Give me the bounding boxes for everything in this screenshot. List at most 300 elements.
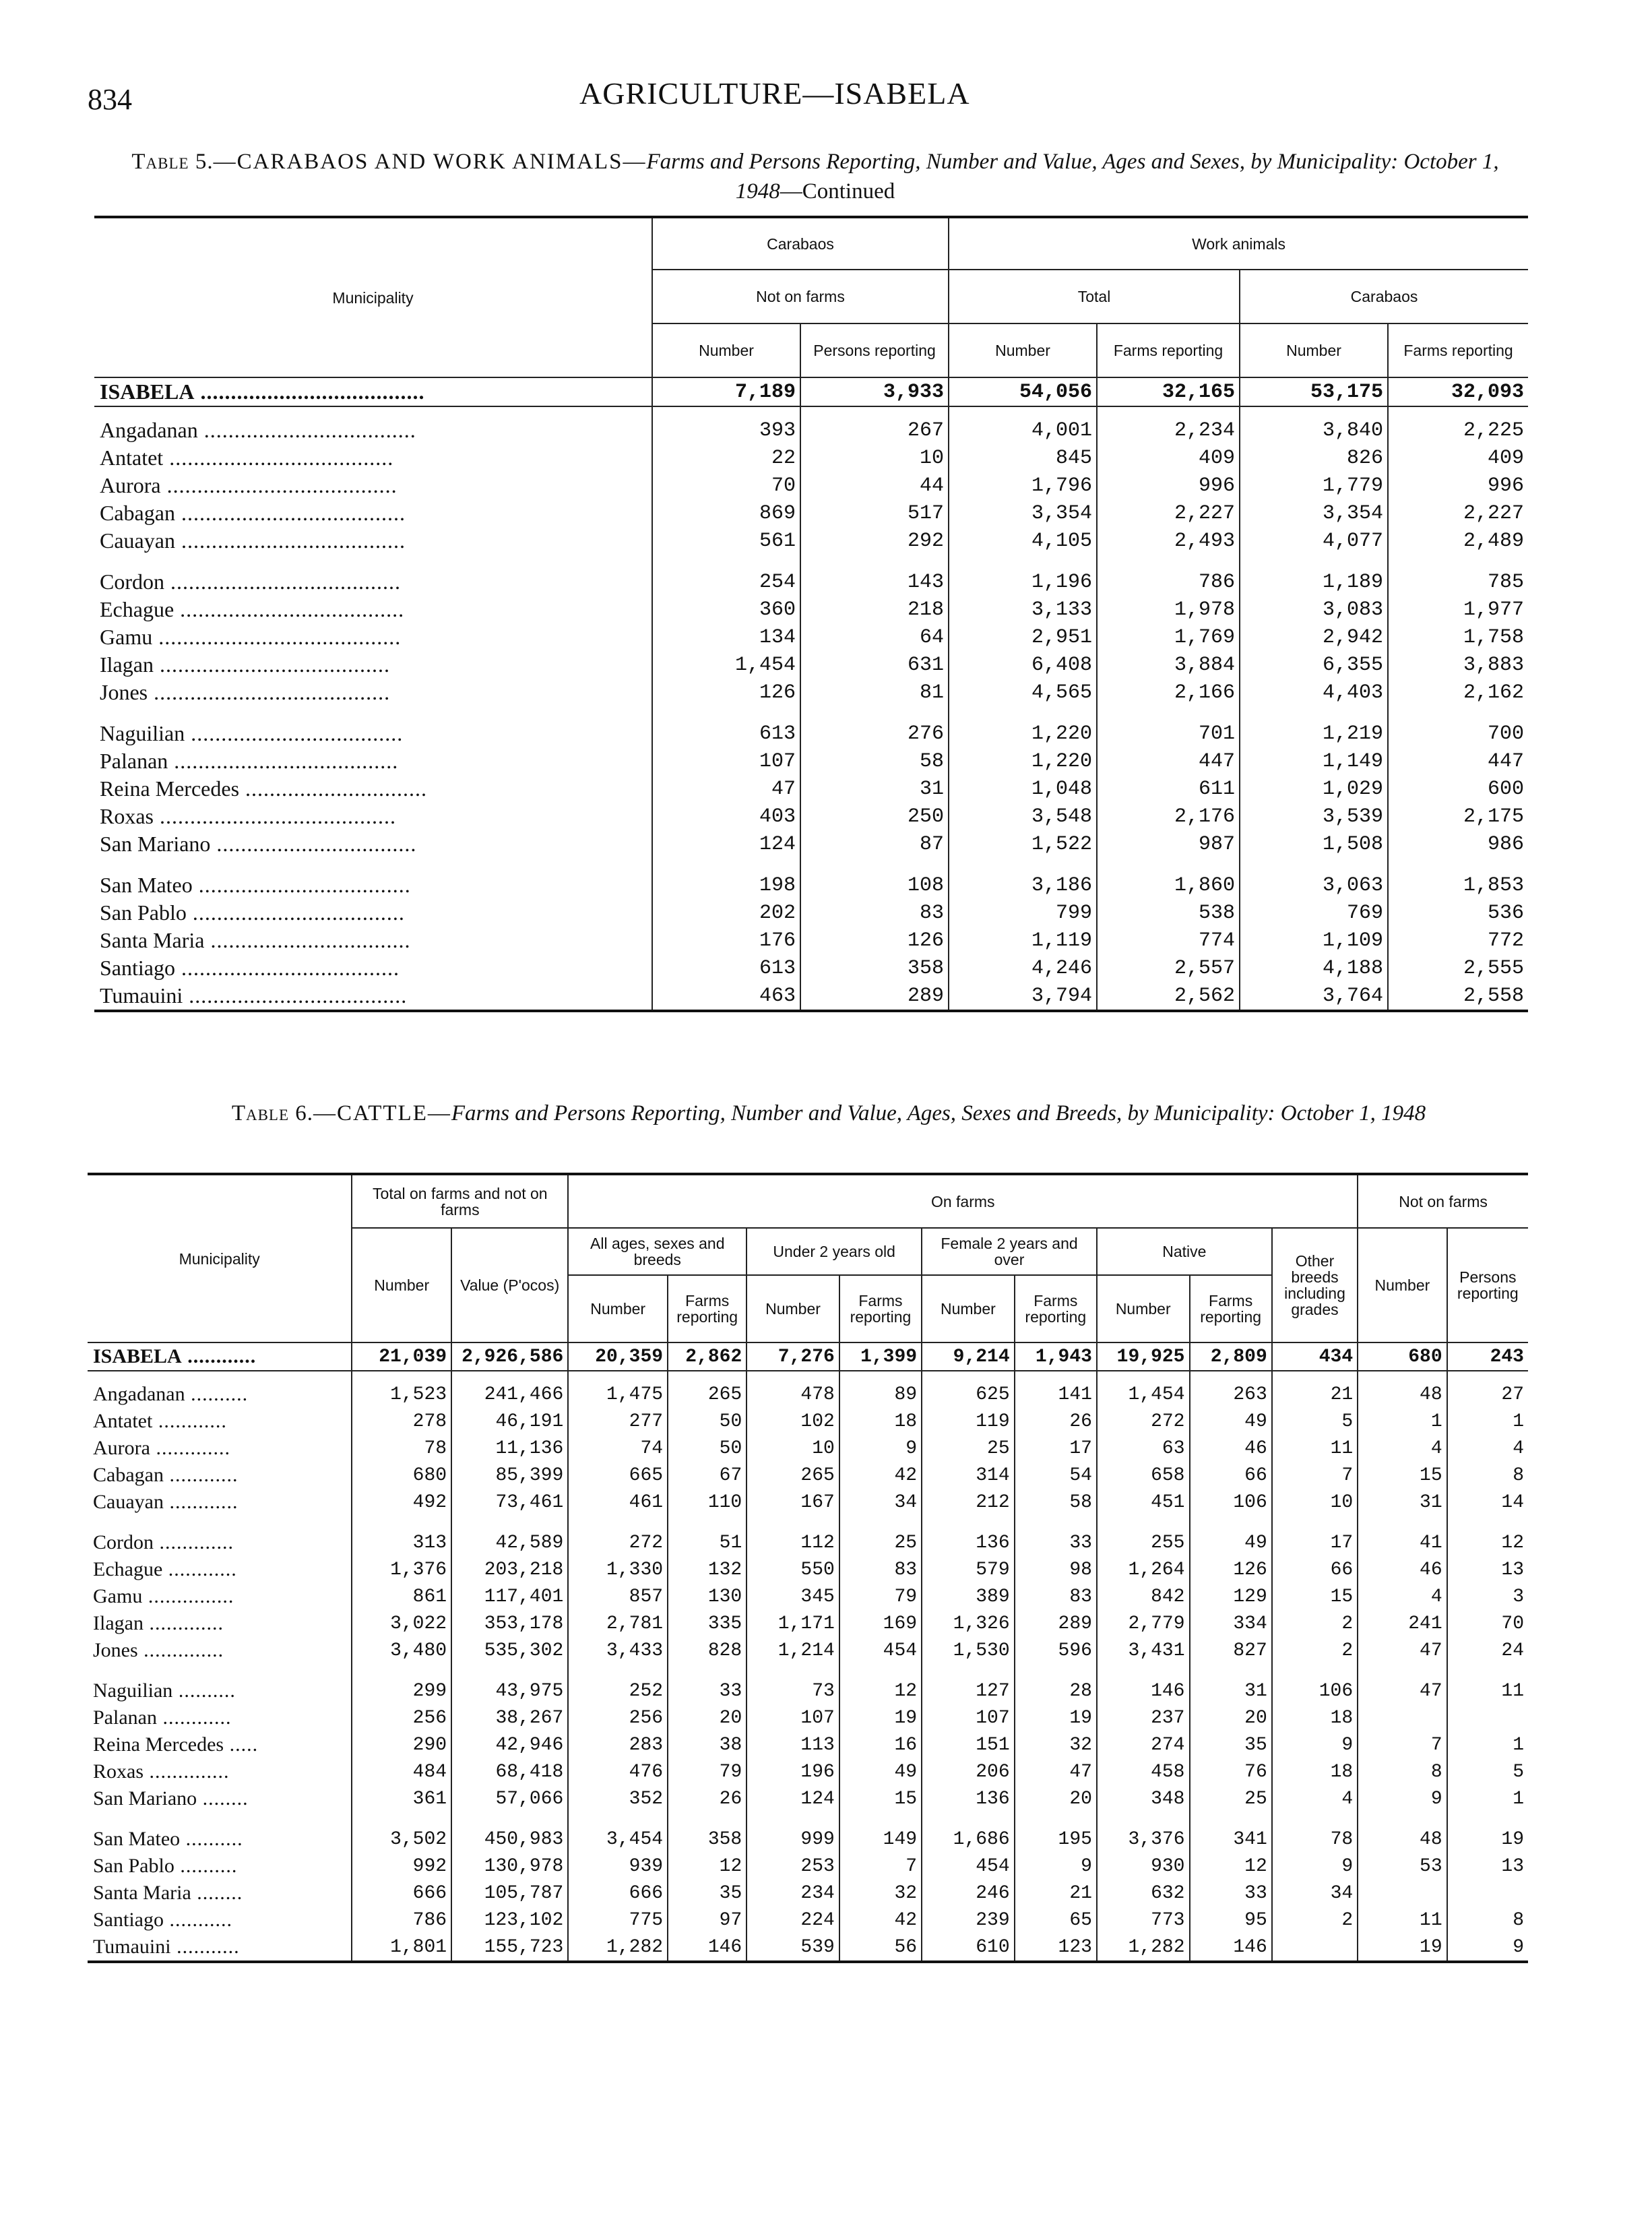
value-cell: 68,418 bbox=[451, 1758, 568, 1785]
value-cell: 476 bbox=[568, 1758, 668, 1785]
value-cell: 680 bbox=[1358, 1342, 1447, 1371]
value-cell: 2,175 bbox=[1463, 805, 1525, 828]
table5-title: —CARABAOS AND WORK ANIMALS— bbox=[213, 150, 647, 174]
value-cell: 478 bbox=[746, 1371, 839, 1408]
value-cell: 9 bbox=[1272, 1853, 1358, 1880]
leader-dots: .............. bbox=[144, 1760, 230, 1783]
value-cell: 12 bbox=[668, 1853, 746, 1880]
table-row bbox=[94, 596, 1528, 623]
t6-header-number: Number bbox=[1358, 1228, 1447, 1342]
value-cell: 1,943 bbox=[1015, 1342, 1097, 1371]
value-cell: 1,171 bbox=[746, 1610, 839, 1637]
value-cell: 1,508 bbox=[1240, 830, 1388, 858]
t6-header-number: Number bbox=[746, 1275, 839, 1342]
municipality-name: Cordon bbox=[100, 569, 164, 594]
value-cell: 4 bbox=[1513, 1438, 1524, 1459]
municipality-cell bbox=[94, 858, 652, 899]
value-cell: 15 bbox=[1272, 1583, 1358, 1610]
municipality-cell bbox=[88, 1785, 352, 1812]
leader-dots: .................................... bbox=[174, 956, 400, 980]
value-cell: 348 bbox=[1097, 1785, 1190, 1812]
municipality-name: Naguilian bbox=[93, 1679, 173, 1702]
leader-dots: ........... bbox=[170, 1936, 240, 1958]
municipality-name: Echague bbox=[93, 1558, 163, 1580]
t6-header-native: Native bbox=[1097, 1228, 1272, 1275]
municipality-cell bbox=[94, 472, 652, 499]
value-cell: 81 bbox=[800, 679, 949, 706]
value-cell: 9 bbox=[1015, 1853, 1097, 1880]
municipality-cell bbox=[88, 1610, 352, 1637]
value-cell: 237 bbox=[1097, 1704, 1190, 1731]
leader-dots: ....................................... bbox=[148, 680, 391, 704]
municipality-name: ISABELA bbox=[100, 379, 195, 404]
value-cell: 89 bbox=[839, 1371, 922, 1408]
value-cell: 105,787 bbox=[451, 1880, 568, 1907]
value-cell: 6,355 bbox=[1240, 651, 1388, 679]
value-cell: 26 bbox=[668, 1785, 746, 1812]
value-cell: 596 bbox=[1015, 1637, 1097, 1664]
municipality-cell bbox=[94, 499, 652, 527]
value-cell: 3,376 bbox=[1097, 1812, 1190, 1853]
value-cell: 146 bbox=[1097, 1664, 1190, 1704]
table-row bbox=[94, 623, 1528, 651]
value-cell: 3 bbox=[1513, 1586, 1524, 1607]
table5-subtitle: Farms and Persons Reporting, Number and Value, Ages and Sexes, by Municipality: October 1, 1948 bbox=[646, 150, 1499, 204]
value-cell: 18 bbox=[1272, 1704, 1358, 1731]
municipality-cell bbox=[94, 927, 652, 954]
value-cell: 34 bbox=[839, 1489, 922, 1516]
value-cell: 353,178 bbox=[451, 1610, 568, 1637]
value-cell bbox=[1358, 1704, 1447, 1731]
value-cell: 4 bbox=[1358, 1435, 1447, 1462]
municipality-name: Antatet bbox=[93, 1410, 153, 1432]
value-cell: 1,454 bbox=[652, 651, 800, 679]
municipality-cell bbox=[88, 1408, 352, 1435]
value-cell: 102 bbox=[746, 1408, 839, 1435]
value-cell: 78 bbox=[352, 1435, 451, 1462]
value-cell: 3,354 bbox=[1240, 499, 1388, 527]
value-cell: 83 bbox=[800, 899, 949, 927]
municipality-cell bbox=[94, 706, 652, 747]
municipality-name: Reina Mercedes bbox=[100, 776, 240, 801]
municipality-cell bbox=[94, 679, 652, 706]
value-cell: 212 bbox=[922, 1489, 1015, 1516]
municipality-cell bbox=[94, 747, 652, 775]
value-cell: 33 bbox=[1190, 1880, 1272, 1907]
municipality-name: Tumauini bbox=[100, 983, 183, 1008]
municipality-name: Santa Maria bbox=[93, 1882, 191, 1904]
value-cell: 1,219 bbox=[1240, 706, 1388, 747]
value-cell: 550 bbox=[746, 1556, 839, 1583]
value-cell: 2,227 bbox=[1463, 501, 1525, 525]
value-cell: 117,401 bbox=[451, 1583, 568, 1610]
value-cell: 358 bbox=[800, 954, 949, 982]
value-cell: 996 bbox=[1488, 474, 1525, 497]
value-cell: 299 bbox=[352, 1664, 451, 1704]
value-cell: 119 bbox=[922, 1408, 1015, 1435]
value-cell: 11,136 bbox=[451, 1435, 568, 1462]
t6-header-municipality: Municipality bbox=[88, 1174, 352, 1342]
value-cell: 1,264 bbox=[1097, 1556, 1190, 1583]
t6-header-farms-reporting: Farms reporting bbox=[1015, 1275, 1097, 1342]
municipality-cell bbox=[88, 1664, 352, 1704]
value-cell: 113 bbox=[746, 1731, 839, 1758]
table-row bbox=[88, 1934, 1528, 1962]
value-cell: 786 bbox=[1097, 555, 1240, 596]
table-row bbox=[94, 982, 1528, 1011]
value-cell: 234 bbox=[746, 1880, 839, 1907]
value-cell: 2,942 bbox=[1240, 623, 1388, 651]
table-row bbox=[88, 1664, 1528, 1704]
municipality-name: San Mateo bbox=[100, 873, 193, 897]
municipality-cell bbox=[88, 1704, 352, 1731]
table-row bbox=[88, 1516, 1528, 1556]
value-cell: 4,001 bbox=[949, 406, 1097, 444]
municipality-name: Cabagan bbox=[93, 1464, 164, 1486]
value-cell bbox=[1272, 1934, 1358, 1962]
value-cell: 107 bbox=[922, 1704, 1015, 1731]
value-cell: 19 bbox=[1358, 1934, 1447, 1962]
value-cell: 1,330 bbox=[568, 1556, 668, 1583]
value-cell: 4,077 bbox=[1240, 527, 1388, 555]
value-cell: 42,946 bbox=[451, 1731, 568, 1758]
value-cell: 600 bbox=[1488, 777, 1525, 801]
value-cell: 7,189 bbox=[652, 377, 800, 406]
value-cell: 2,558 bbox=[1463, 984, 1525, 1008]
municipality-name: San Mariano bbox=[100, 832, 211, 856]
leader-dots: ................................... bbox=[185, 721, 404, 745]
value-cell: 26 bbox=[1015, 1408, 1097, 1435]
value-cell: 8 bbox=[1513, 1909, 1524, 1931]
leader-dots: ................................. bbox=[204, 928, 411, 952]
value-cell: 3,883 bbox=[1463, 653, 1525, 677]
value-cell: 21 bbox=[1272, 1371, 1358, 1408]
leader-dots: ................................... bbox=[197, 418, 416, 442]
value-cell: 1,769 bbox=[1097, 623, 1240, 651]
value-cell: 15 bbox=[839, 1785, 922, 1812]
table-row bbox=[88, 1704, 1528, 1731]
value-cell: 76 bbox=[1190, 1758, 1272, 1785]
value-cell: 218 bbox=[800, 596, 949, 623]
leader-dots: ............. bbox=[154, 1531, 234, 1553]
value-cell: 992 bbox=[352, 1853, 451, 1880]
municipality-name: ISABELA bbox=[93, 1345, 182, 1367]
municipality-cell bbox=[88, 1435, 352, 1462]
value-cell: 74 bbox=[568, 1435, 668, 1462]
value-cell: 202 bbox=[652, 899, 800, 927]
value-cell: 136 bbox=[922, 1516, 1015, 1556]
value-cell: 149 bbox=[839, 1812, 922, 1853]
municipality-cell bbox=[94, 555, 652, 596]
value-cell: 611 bbox=[1097, 775, 1240, 803]
value-cell: 10 bbox=[1272, 1489, 1358, 1516]
table6-title: —CATTLE— bbox=[313, 1101, 451, 1125]
municipality-name: San Mateo bbox=[93, 1828, 181, 1850]
municipality-cell bbox=[88, 1758, 352, 1785]
leader-dots: ........ bbox=[191, 1882, 243, 1904]
municipality-cell bbox=[88, 1516, 352, 1556]
municipality-name: Cauayan bbox=[100, 528, 175, 553]
value-cell: 46 bbox=[1190, 1435, 1272, 1462]
table-row bbox=[94, 444, 1528, 472]
value-cell: 198 bbox=[652, 858, 800, 899]
value-cell: 1,399 bbox=[839, 1342, 922, 1371]
value-cell: 561 bbox=[652, 527, 800, 555]
value-cell: 774 bbox=[1097, 927, 1240, 954]
value-cell: 8 bbox=[1513, 1464, 1524, 1486]
value-cell: 126 bbox=[1190, 1556, 1272, 1583]
value-cell: 106 bbox=[1190, 1489, 1272, 1516]
value-cell: 361 bbox=[352, 1785, 451, 1812]
value-cell: 107 bbox=[746, 1704, 839, 1731]
value-cell: 786 bbox=[352, 1907, 451, 1934]
value-cell: 83 bbox=[1015, 1583, 1097, 1610]
value-cell: 3,133 bbox=[949, 596, 1097, 623]
value-cell: 20 bbox=[668, 1704, 746, 1731]
value-cell: 358 bbox=[668, 1812, 746, 1853]
value-cell: 141 bbox=[1015, 1371, 1097, 1408]
value-cell: 2,862 bbox=[668, 1342, 746, 1371]
value-cell: 334 bbox=[1190, 1610, 1272, 1637]
value-cell: 454 bbox=[922, 1853, 1015, 1880]
t6-header-farms-reporting: Farms reporting bbox=[1190, 1275, 1272, 1342]
value-cell: 13 bbox=[1501, 1855, 1524, 1877]
value-cell: 632 bbox=[1097, 1880, 1190, 1907]
municipality-name: Jones bbox=[93, 1639, 138, 1661]
value-cell: 393 bbox=[652, 406, 800, 444]
value-cell: 538 bbox=[1097, 899, 1240, 927]
value-cell: 70 bbox=[1501, 1613, 1524, 1634]
value-cell: 58 bbox=[1015, 1489, 1097, 1516]
value-cell: 50 bbox=[668, 1408, 746, 1435]
value-cell: 48 bbox=[1358, 1812, 1447, 1853]
municipality-cell bbox=[94, 775, 652, 803]
value-cell: 5 bbox=[1513, 1761, 1524, 1783]
value-cell: 134 bbox=[652, 623, 800, 651]
value-cell: 2,234 bbox=[1097, 406, 1240, 444]
t6-header-value: Value (P'ocos) bbox=[451, 1228, 568, 1342]
municipality-name: San Mariano bbox=[93, 1787, 197, 1810]
value-cell: 517 bbox=[800, 499, 949, 527]
value-cell: 35 bbox=[668, 1880, 746, 1907]
value-cell: 3,502 bbox=[352, 1812, 451, 1853]
municipality-name: Cauayan bbox=[93, 1491, 164, 1513]
value-cell: 1,119 bbox=[949, 927, 1097, 954]
value-cell: 31 bbox=[1190, 1664, 1272, 1704]
table-row bbox=[88, 1637, 1528, 1664]
leader-dots: ........ bbox=[197, 1787, 249, 1810]
value-cell: 79 bbox=[839, 1583, 922, 1610]
municipality-name: Aurora bbox=[100, 473, 161, 497]
value-cell: 2,225 bbox=[1463, 419, 1525, 442]
value-cell: 48 bbox=[1358, 1371, 1447, 1408]
value-cell: 1 bbox=[1513, 1734, 1524, 1756]
value-cell: 11 bbox=[1501, 1680, 1524, 1702]
value-cell: 195 bbox=[1015, 1812, 1097, 1853]
value-cell: 3,933 bbox=[800, 377, 949, 406]
value-cell: 1,048 bbox=[949, 775, 1097, 803]
value-cell: 827 bbox=[1190, 1637, 1272, 1664]
value-cell: 1,522 bbox=[949, 830, 1097, 858]
t6-header-all-ages: All ages, sexes and breeds bbox=[568, 1228, 746, 1275]
value-cell: 313 bbox=[352, 1516, 451, 1556]
value-cell: 2,781 bbox=[568, 1610, 668, 1637]
value-cell: 861 bbox=[352, 1583, 451, 1610]
value-cell: 1,326 bbox=[922, 1610, 1015, 1637]
t5-header-number: Number bbox=[949, 323, 1097, 377]
value-cell: 2 bbox=[1272, 1907, 1358, 1934]
value-cell: 9,214 bbox=[922, 1342, 1015, 1371]
municipality-name: Angadanan bbox=[100, 418, 198, 442]
value-cell: 1,523 bbox=[352, 1371, 451, 1408]
table-row bbox=[88, 1462, 1528, 1489]
value-cell: 239 bbox=[922, 1907, 1015, 1934]
value-cell: 3,884 bbox=[1097, 651, 1240, 679]
municipality-cell bbox=[94, 954, 652, 982]
leader-dots: ............ bbox=[152, 1410, 227, 1432]
value-cell: 143 bbox=[800, 555, 949, 596]
leader-dots: .............................. bbox=[239, 776, 428, 801]
value-cell: 1,282 bbox=[1097, 1934, 1190, 1962]
value-cell: 665 bbox=[568, 1462, 668, 1489]
table6-caption bbox=[222, 1099, 1435, 1128]
value-cell: 146 bbox=[668, 1934, 746, 1962]
t6-header-not-on-farms: Not on farms bbox=[1358, 1174, 1528, 1228]
value-cell: 1,978 bbox=[1097, 596, 1240, 623]
value-cell: 83 bbox=[839, 1556, 922, 1583]
total-row bbox=[94, 377, 1528, 406]
leader-dots: ............ bbox=[162, 1558, 237, 1580]
value-cell: 1,796 bbox=[949, 472, 1097, 499]
value-cell: 869 bbox=[652, 499, 800, 527]
value-cell: 22 bbox=[652, 444, 800, 472]
value-cell: 123,102 bbox=[451, 1907, 568, 1934]
value-cell: 151 bbox=[922, 1731, 1015, 1758]
value-cell: 123 bbox=[1015, 1934, 1097, 1962]
value-cell: 18 bbox=[1272, 1758, 1358, 1785]
value-cell: 463 bbox=[652, 982, 800, 1011]
table-row bbox=[94, 499, 1528, 527]
value-cell: 2,809 bbox=[1190, 1342, 1272, 1371]
table5-continued: —Continued bbox=[780, 179, 895, 204]
municipality-name: Cordon bbox=[93, 1531, 154, 1553]
value-cell: 85,399 bbox=[451, 1462, 568, 1489]
leader-dots: .............. bbox=[137, 1639, 224, 1661]
t5-header-carabaos: Carabaos bbox=[652, 217, 949, 270]
value-cell: 492 bbox=[352, 1489, 451, 1516]
leader-dots: .......... bbox=[180, 1828, 243, 1850]
leader-dots: ............. bbox=[150, 1437, 230, 1459]
value-cell: 3,186 bbox=[949, 858, 1097, 899]
value-cell: 345 bbox=[746, 1583, 839, 1610]
value-cell: 680 bbox=[352, 1462, 451, 1489]
value-cell: 360 bbox=[652, 596, 800, 623]
value-cell: 31 bbox=[1358, 1489, 1447, 1516]
leader-dots: ...................................... bbox=[164, 569, 401, 594]
value-cell: 1,779 bbox=[1240, 472, 1388, 499]
municipality-name: Reina Mercedes bbox=[93, 1733, 224, 1756]
table-row bbox=[88, 1583, 1528, 1610]
value-cell: 12 bbox=[839, 1664, 922, 1704]
leader-dots: .......... bbox=[172, 1679, 236, 1702]
value-cell: 132 bbox=[668, 1556, 746, 1583]
municipality-name: Roxas bbox=[100, 804, 154, 828]
value-cell: 14 bbox=[1501, 1491, 1524, 1513]
table-row bbox=[88, 1880, 1528, 1907]
value-cell: 19 bbox=[1501, 1828, 1524, 1850]
value-cell: 33 bbox=[668, 1664, 746, 1704]
table-row bbox=[94, 803, 1528, 830]
municipality-cell bbox=[94, 527, 652, 555]
value-cell: 16 bbox=[839, 1731, 922, 1758]
value-cell: 5 bbox=[1272, 1408, 1358, 1435]
value-cell: 47 bbox=[1015, 1758, 1097, 1785]
value-cell: 403 bbox=[652, 803, 800, 830]
value-cell: 256 bbox=[352, 1704, 451, 1731]
value-cell: 845 bbox=[949, 444, 1097, 472]
municipality-name: Palanan bbox=[100, 749, 168, 773]
value-cell: 454 bbox=[839, 1637, 922, 1664]
t5-header-total: Total bbox=[949, 270, 1240, 323]
value-cell: 999 bbox=[746, 1812, 839, 1853]
value-cell: 2,557 bbox=[1097, 954, 1240, 982]
table-row bbox=[94, 899, 1528, 927]
value-cell: 458 bbox=[1097, 1758, 1190, 1785]
municipality-cell bbox=[88, 1371, 352, 1408]
value-cell: 842 bbox=[1097, 1583, 1190, 1610]
value-cell: 1,686 bbox=[922, 1812, 1015, 1853]
leader-dots: ...................................... bbox=[160, 473, 398, 497]
municipality-name: San Pablo bbox=[100, 900, 187, 925]
value-cell: 3,454 bbox=[568, 1812, 668, 1853]
value-cell: 108 bbox=[800, 858, 949, 899]
value-cell: 1,860 bbox=[1097, 858, 1240, 899]
value-cell: 785 bbox=[1488, 570, 1525, 594]
t5-body bbox=[94, 377, 1528, 1011]
value-cell: 1 bbox=[1358, 1408, 1447, 1435]
value-cell: 2,166 bbox=[1097, 679, 1240, 706]
value-cell: 1,853 bbox=[1463, 873, 1525, 897]
leader-dots: ........... bbox=[164, 1909, 232, 1931]
table5-caption bbox=[128, 147, 1502, 206]
value-cell: 2,227 bbox=[1097, 499, 1240, 527]
value-cell: 176 bbox=[652, 927, 800, 954]
leader-dots: .................................... bbox=[183, 983, 408, 1008]
value-cell: 3,433 bbox=[568, 1637, 668, 1664]
municipality-name: Ilagan bbox=[93, 1612, 144, 1634]
municipality-name: Santa Maria bbox=[100, 928, 205, 952]
value-cell: 9 bbox=[1513, 1936, 1524, 1958]
value-cell: 10 bbox=[800, 444, 949, 472]
value-cell: 4 bbox=[1272, 1785, 1358, 1812]
value-cell: 20,359 bbox=[568, 1342, 668, 1371]
value-cell: 289 bbox=[800, 982, 949, 1011]
value-cell: 43,975 bbox=[451, 1664, 568, 1704]
t6-header-number: Number bbox=[352, 1228, 451, 1342]
t6-header-number: Number bbox=[1097, 1275, 1190, 1342]
value-cell: 38,267 bbox=[451, 1704, 568, 1731]
value-cell: 256 bbox=[568, 1704, 668, 1731]
value-cell: 13 bbox=[1501, 1559, 1524, 1580]
value-cell: 241 bbox=[1358, 1610, 1447, 1637]
value-cell: 19 bbox=[839, 1704, 922, 1731]
value-cell: 4 bbox=[1358, 1583, 1447, 1610]
value-cell: 32 bbox=[1015, 1731, 1097, 1758]
value-cell: 73,461 bbox=[451, 1489, 568, 1516]
table-row bbox=[88, 1610, 1528, 1637]
value-cell: 3,063 bbox=[1240, 858, 1388, 899]
value-cell: 224 bbox=[746, 1907, 839, 1934]
